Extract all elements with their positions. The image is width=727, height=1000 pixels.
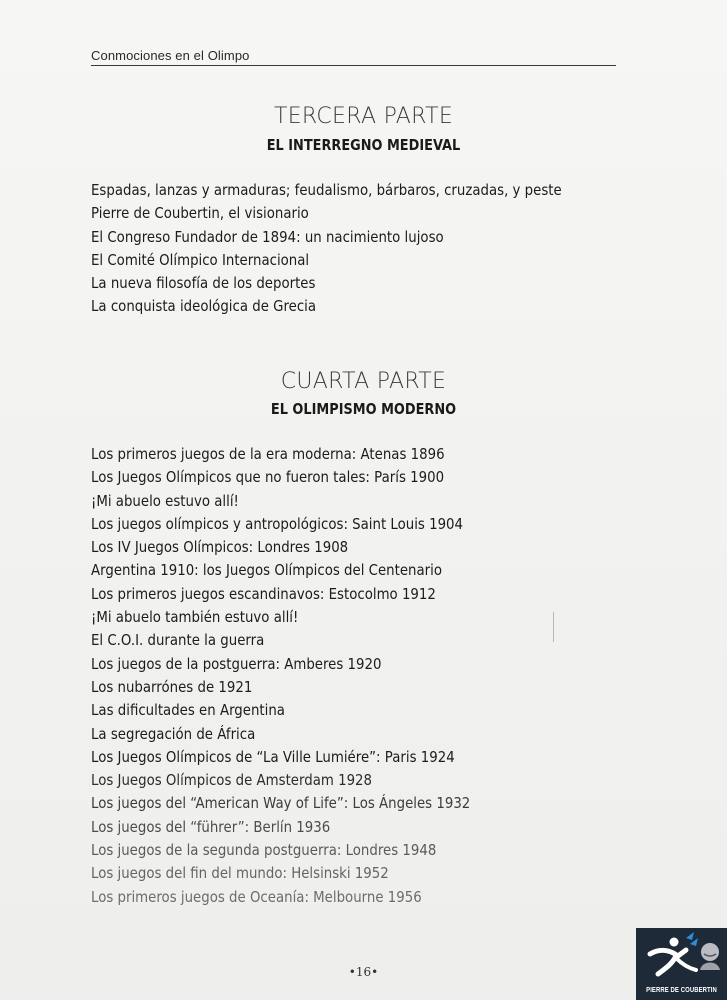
chapter-entry: Los nubarrónes de 1921 — [91, 677, 253, 696]
chapter-entry: Los juegos de la segunda postguerra: Londres 1948 — [91, 841, 437, 860]
chapter-entry: La nueva filosofía de los deportes — [91, 274, 316, 293]
chapter-entry: Los primeros juegos escandinavos: Estocolmo 1912 — [91, 584, 436, 603]
chapter-entry: Pierre de Coubertin, el visionario — [91, 204, 309, 223]
chapter-entry: Los IV Juegos Olímpicos: Londres 1908 — [91, 538, 349, 557]
chapter-entry: Los juegos olímpicos y antropológicos: Saint Louis 1904 — [91, 514, 464, 533]
chapter-entry: Los juegos del “American Way of Life”: Los Ángeles 1932 — [91, 794, 471, 813]
chapter-entry: Los Juegos Olímpicos de Amsterdam 1928 — [91, 771, 373, 790]
part4-chapter-list — [91, 443, 532, 909]
chapter-entry: ¡Mi abuelo también estuvo allí! — [91, 608, 299, 627]
part3-title: TERCERA PARTE — [273, 104, 454, 129]
part4-title: CUARTA PARTE — [280, 369, 447, 394]
chapter-entry: Los juegos del fin del mundo: Helsinski 1952 — [91, 864, 389, 883]
chapter-entry: Los juegos del “führer”: Berlín 1936 — [91, 817, 331, 836]
chapter-entry: La conquista ideológica de Grecia — [91, 297, 317, 316]
chapter-entry: ¡Mi abuelo estuvo allí! — [91, 491, 239, 510]
scan-mark — [553, 612, 554, 642]
coubertin-logo — [636, 928, 727, 1000]
chapter-entry: La segregación de África — [91, 724, 256, 743]
chapter-entry: Argentina 1910: los Juegos Olímpicos del Centenario — [91, 561, 443, 580]
chapter-entry: Espadas, lanzas y armaduras; feudalismo, bárbaros, cruzadas, y peste — [91, 181, 562, 199]
part3-subtitle: EL INTERREGNO MEDIEVAL — [266, 136, 461, 154]
chapter-entry: Los Juegos Olímpicos que no fueron tales: París 1900 — [91, 468, 445, 487]
chapter-entry: Los Juegos Olímpicos de “La Ville Lumiére”: Paris 1924 — [91, 747, 455, 766]
running-header-title: Conmociones en el Olimpo — [91, 48, 250, 63]
page-number: •16• — [348, 965, 379, 979]
runner-logo-icon — [636, 928, 727, 988]
chapter-entry: El Congreso Fundador de 1894: un nacimiento lujoso — [91, 227, 444, 246]
logo-caption: PIERRE DE COUBERTIN — [646, 987, 717, 994]
running-header — [91, 49, 616, 66]
chapter-entry: El C.O.I. durante la guerra — [91, 631, 265, 650]
chapter-entry: Los juegos de la postguerra: Amberes 1920 — [91, 654, 382, 673]
chapter-entry: Las dificultades en Argentina — [91, 701, 285, 720]
part4-subtitle: EL OLIMPISMO MODERNO — [270, 400, 457, 418]
part3-chapter-list — [91, 179, 638, 319]
chapter-entry: El Comité Olímpico Internacional — [91, 250, 310, 269]
chapter-entry: Los primeros juegos de la era moderna: Atenas 1896 — [91, 445, 445, 463]
chapter-entry: Los primeros juegos de Oceanía: Melbourne 1956 — [91, 887, 422, 906]
